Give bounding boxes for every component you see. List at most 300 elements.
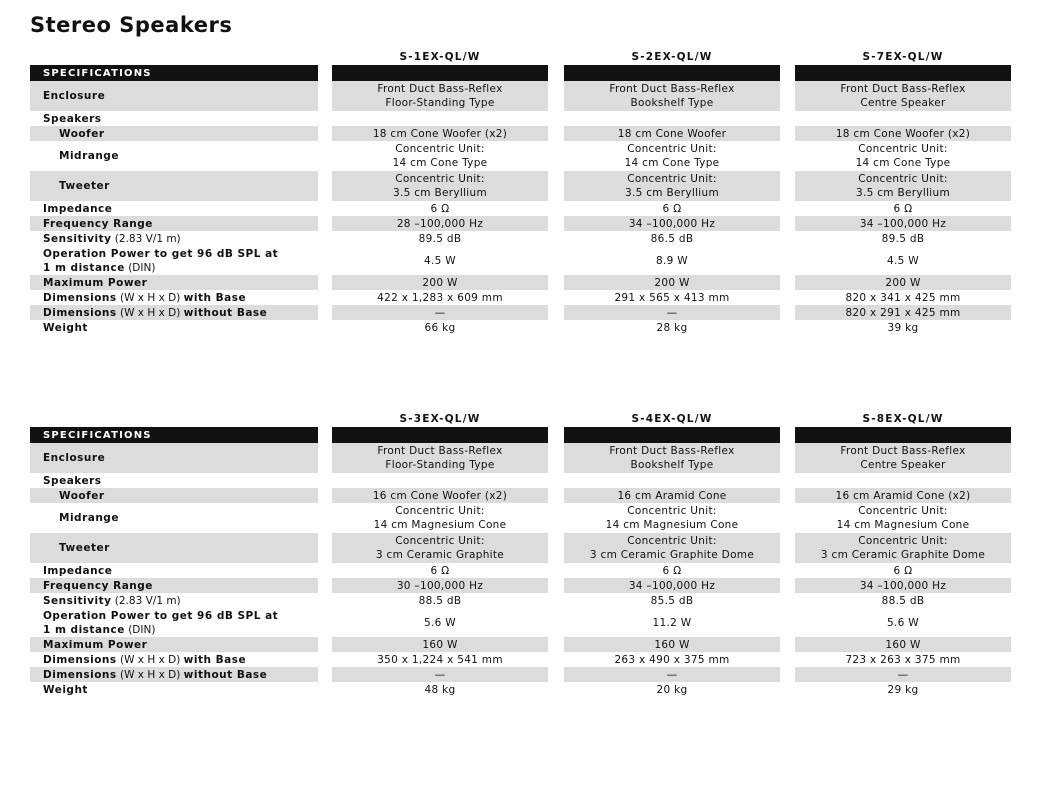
row-label-note: (W x H x D) <box>119 306 181 319</box>
spec-value-line: 18 cm Cone Woofer (x2) <box>835 127 971 140</box>
model-header-bar <box>564 65 780 81</box>
spec-value <box>332 171 548 201</box>
spec-value-line: 200 W <box>422 276 458 289</box>
row-label <box>30 111 318 126</box>
model-name: S-2EX-QL/W <box>631 51 713 63</box>
table-row <box>30 126 1010 141</box>
spec-value-line: 88.5 dB <box>418 594 462 607</box>
spec-value-line: 14 cm Magnesium Cone <box>373 519 507 531</box>
spec-value-line: 29 kg <box>887 683 919 696</box>
row-label-text <box>43 306 267 320</box>
table-row <box>30 231 1010 246</box>
spec-value-line: Concentric Unit: <box>395 535 485 547</box>
spec-value <box>332 473 548 488</box>
spec-value <box>795 320 1011 335</box>
spec-value <box>332 320 548 335</box>
row-label <box>30 290 318 305</box>
spec-value-line: 66 kg <box>424 321 456 334</box>
spec-value-line: 350 x 1,224 x 541 mm <box>377 653 503 666</box>
model-header-bar <box>564 427 780 443</box>
row-label-main: Dimensions <box>43 653 117 666</box>
spec-value-line: 28 kg <box>656 321 688 334</box>
spec-value <box>332 216 548 231</box>
row-label <box>30 320 318 335</box>
spec-value-line: Centre Speaker <box>860 459 946 471</box>
spec-header-label <box>30 65 318 81</box>
spec-value-line: 200 W <box>885 276 921 289</box>
spec-value <box>564 216 780 231</box>
spec-header-text: SPECIFICATIONS <box>43 429 152 441</box>
row-label-main: Woofer <box>59 127 105 140</box>
spec-value-line: Front Duct Bass-Reflex <box>609 445 735 457</box>
spec-value <box>795 682 1011 697</box>
spec-value <box>564 682 780 697</box>
row-label-line: 1 m distance <box>43 623 125 636</box>
spec-value-line: 820 x 291 x 425 mm <box>845 306 961 319</box>
spec-value-line: Floor-Standing Type <box>385 97 495 109</box>
row-label <box>30 141 318 171</box>
spec-value-line: 3 cm Ceramic Graphite Dome <box>589 549 755 561</box>
spec-value <box>564 275 780 290</box>
spec-value-line: 3.5 cm Beryllium <box>392 187 487 199</box>
spec-value <box>564 141 780 171</box>
row-label-text <box>43 594 181 608</box>
model-header-bar <box>332 427 548 443</box>
spec-value <box>332 246 548 275</box>
row-label <box>30 667 318 682</box>
row-label-main: Speakers <box>43 474 102 487</box>
model-name: S-1EX-QL/W <box>399 51 481 63</box>
spec-value <box>564 443 780 473</box>
row-label-main: Sensitivity <box>43 232 112 245</box>
table-row <box>30 533 1010 563</box>
row-label <box>30 216 318 231</box>
spec-value-line: Front Duct Bass-Reflex <box>377 445 503 457</box>
row-label-text <box>59 179 110 193</box>
spec-value-line: 3 cm Ceramic Graphite Dome <box>820 549 986 561</box>
row-label-main: Weight <box>43 321 88 334</box>
spec-value-line: 14 cm Magnesium Cone <box>836 519 970 531</box>
spec-value <box>795 503 1011 533</box>
spec-value-line: 200 W <box>654 276 690 289</box>
spec-value-line: 30 –100,000 Hz <box>396 579 484 592</box>
spec-value-line: 89.5 dB <box>881 232 925 245</box>
spec-value-line: 6 Ω <box>430 202 450 215</box>
spec-value-line: Front Duct Bass-Reflex <box>840 445 966 457</box>
row-label-suffix: without Base <box>183 306 268 319</box>
spec-value-line: 723 x 263 x 375 mm <box>845 653 961 666</box>
spec-value-line: 160 W <box>885 638 921 651</box>
spec-value <box>332 290 548 305</box>
spec-value <box>332 637 548 652</box>
row-label-text <box>43 247 278 275</box>
table-row <box>30 608 1010 637</box>
spec-value-line: 3.5 cm Beryllium <box>855 187 950 199</box>
spec-value-line: 3.5 cm Beryllium <box>624 187 719 199</box>
row-label-note: (2.83 V/1 m) <box>114 232 181 245</box>
row-label-main: Speakers <box>43 112 102 125</box>
spec-value <box>795 171 1011 201</box>
table-row <box>30 443 1010 473</box>
spec-value-line: 14 cm Cone Type <box>855 157 951 169</box>
spec-value-line: 28 –100,000 Hz <box>396 217 484 230</box>
row-label <box>30 488 318 503</box>
spec-value-line: 89.5 dB <box>418 232 462 245</box>
spec-value <box>795 201 1011 216</box>
model-header-bar <box>795 427 1011 443</box>
spec-table-1 <box>30 49 1010 335</box>
spec-value <box>795 667 1011 682</box>
row-label-note: (2.83 V/1 m) <box>114 594 181 607</box>
spec-value-line: Concentric Unit: <box>858 505 948 517</box>
row-label <box>30 533 318 563</box>
row-label <box>30 652 318 667</box>
row-label-text <box>43 638 147 652</box>
table-row <box>30 593 1010 608</box>
table-row <box>30 503 1010 533</box>
spec-value <box>795 81 1011 111</box>
row-label <box>30 81 318 111</box>
spec-table-2 <box>30 411 1010 697</box>
table-row <box>30 652 1010 667</box>
row-label-text <box>43 683 88 697</box>
spec-value-line: 6 Ω <box>430 564 450 577</box>
spec-value-line: Concentric Unit: <box>395 143 485 155</box>
spec-value <box>564 533 780 563</box>
row-label-main: Enclosure <box>43 90 106 102</box>
spec-value-line: 20 kg <box>656 683 688 696</box>
row-label-note: (DIN) <box>128 623 156 636</box>
spec-value <box>332 608 548 637</box>
spec-value <box>332 275 548 290</box>
spec-value <box>795 473 1011 488</box>
row-label-text <box>43 609 278 637</box>
spec-value <box>564 637 780 652</box>
spec-value <box>795 246 1011 275</box>
row-label-main: Frequency Range <box>43 217 153 230</box>
row-label-text <box>43 668 267 682</box>
table-row <box>30 141 1010 171</box>
row-label-suffix: with Base <box>183 291 247 304</box>
row-label-main: Tweeter <box>59 180 110 192</box>
row-label-main: Dimensions <box>43 668 117 681</box>
model-header-bar <box>795 65 1011 81</box>
spec-value-line: Concentric Unit: <box>627 173 717 185</box>
spec-value-line: 291 x 565 x 413 mm <box>614 291 730 304</box>
table-row <box>30 563 1010 578</box>
row-label <box>30 231 318 246</box>
spec-value <box>332 488 548 503</box>
row-label-line: Operation Power to get 96 dB SPL at <box>43 609 279 622</box>
row-label-text <box>43 217 153 231</box>
spec-value <box>332 652 548 667</box>
row-label-text <box>59 511 119 525</box>
spec-value-line: 14 cm Cone Type <box>392 157 488 169</box>
spec-value <box>332 563 548 578</box>
spec-value <box>795 637 1011 652</box>
row-label <box>30 443 318 473</box>
row-label <box>30 246 318 275</box>
spec-value <box>564 473 780 488</box>
spec-value-line: 14 cm Cone Type <box>624 157 720 169</box>
spec-value-line: Bookshelf Type <box>630 459 714 471</box>
spec-value-line: — <box>897 668 909 681</box>
row-label-main: Maximum Power <box>43 276 148 289</box>
spec-value <box>564 578 780 593</box>
table-row <box>30 320 1010 335</box>
spec-value-line: — <box>434 306 446 319</box>
spec-value-line: Concentric Unit: <box>858 173 948 185</box>
spec-value-line: 5.6 W <box>887 616 919 629</box>
spec-value <box>564 652 780 667</box>
row-label <box>30 201 318 216</box>
table-row <box>30 488 1010 503</box>
table-row <box>30 290 1010 305</box>
spec-value <box>564 290 780 305</box>
row-label-text <box>43 321 88 335</box>
spec-value <box>564 667 780 682</box>
row-label-text <box>43 474 102 488</box>
row-label-note: (W x H x D) <box>119 668 181 681</box>
spec-value-line: — <box>434 668 446 681</box>
row-label <box>30 126 318 141</box>
spec-value-line: 422 x 1,283 x 609 mm <box>377 291 503 304</box>
spec-value-line: 34 –100,000 Hz <box>628 579 716 592</box>
row-label-text <box>43 232 181 246</box>
spec-value-line: 4.5 W <box>887 254 919 267</box>
table-row <box>30 81 1010 111</box>
row-label <box>30 473 318 488</box>
row-label <box>30 305 318 320</box>
spec-value-line: 16 cm Aramid Cone (x2) <box>835 489 971 502</box>
spec-value <box>795 488 1011 503</box>
spec-header-row <box>30 65 1010 81</box>
row-label-text <box>43 451 105 465</box>
row-label <box>30 275 318 290</box>
table-row <box>30 111 1010 126</box>
spec-value <box>332 231 548 246</box>
spec-value-line: 6 Ω <box>893 564 913 577</box>
spec-value-line: 820 x 341 x 425 mm <box>845 291 961 304</box>
spec-value <box>564 246 780 275</box>
spec-value <box>564 593 780 608</box>
spec-value <box>795 652 1011 667</box>
table-row <box>30 682 1010 697</box>
row-label-suffix: without Base <box>183 668 268 681</box>
model-name: S-8EX-QL/W <box>862 413 944 425</box>
spec-value-line: 160 W <box>654 638 690 651</box>
spec-value <box>564 201 780 216</box>
table-row <box>30 578 1010 593</box>
row-label-main: Sensitivity <box>43 594 112 607</box>
spec-value-line: 18 cm Cone Woofer (x2) <box>372 127 508 140</box>
spec-value-line: 18 cm Cone Woofer <box>617 127 727 140</box>
row-label-line: 1 m distance <box>43 261 125 274</box>
spec-value-line: Front Duct Bass-Reflex <box>609 83 735 95</box>
row-label-main: Dimensions <box>43 291 117 304</box>
row-label-suffix: with Base <box>183 653 247 666</box>
spec-value <box>564 503 780 533</box>
table-row <box>30 667 1010 682</box>
spec-value-line: 34 –100,000 Hz <box>628 217 716 230</box>
spec-value <box>795 290 1011 305</box>
spec-value <box>332 201 548 216</box>
spec-value <box>564 111 780 126</box>
model-name: S-4EX-QL/W <box>631 413 713 425</box>
row-label-main: Impedance <box>43 202 113 215</box>
row-label-main: Maximum Power <box>43 638 148 651</box>
spec-value-line: Concentric Unit: <box>858 143 948 155</box>
spec-header-label <box>30 427 318 443</box>
row-label-note: (DIN) <box>128 261 156 274</box>
row-label-text <box>43 112 102 126</box>
spec-value-line: 14 cm Magnesium Cone <box>605 519 739 531</box>
row-label-text <box>43 276 147 290</box>
spec-value-line: Concentric Unit: <box>395 173 485 185</box>
table-row <box>30 637 1010 652</box>
spec-value <box>332 126 548 141</box>
model-header-row <box>30 49 1010 65</box>
row-label-text <box>59 127 105 141</box>
spec-value-line: 6 Ω <box>662 202 682 215</box>
row-label-main: Midrange <box>59 512 119 524</box>
model-name: S-7EX-QL/W <box>862 51 944 63</box>
spec-value-line: Concentric Unit: <box>627 505 717 517</box>
spec-value <box>332 503 548 533</box>
row-label-text <box>43 202 112 216</box>
spec-value-line: Floor-Standing Type <box>385 459 495 471</box>
spec-value <box>795 216 1011 231</box>
spec-value-line: Bookshelf Type <box>630 97 714 109</box>
row-label-main: Woofer <box>59 489 105 502</box>
model-name: S-3EX-QL/W <box>399 413 481 425</box>
row-label-text <box>59 489 105 503</box>
spec-value <box>795 275 1011 290</box>
spec-value <box>795 443 1011 473</box>
spec-value-line: 34 –100,000 Hz <box>859 217 947 230</box>
row-label-text <box>43 89 105 103</box>
spec-value-line: — <box>666 306 678 319</box>
model-header-bar <box>332 65 548 81</box>
spec-value <box>332 533 548 563</box>
spec-value <box>564 608 780 637</box>
spec-value-line: Centre Speaker <box>860 97 946 109</box>
row-label <box>30 637 318 652</box>
spec-value <box>564 488 780 503</box>
spec-value <box>332 593 548 608</box>
spec-value <box>332 682 548 697</box>
spec-value-line: 88.5 dB <box>881 594 925 607</box>
row-label <box>30 563 318 578</box>
spec-value <box>564 305 780 320</box>
spec-value-line: 86.5 dB <box>650 232 694 245</box>
spec-value-line: 11.2 W <box>652 616 692 629</box>
spec-value <box>332 111 548 126</box>
spec-value-line: 16 cm Aramid Cone <box>617 489 727 502</box>
row-label <box>30 503 318 533</box>
spec-value-line: — <box>666 668 678 681</box>
row-label <box>30 171 318 201</box>
row-label-text <box>43 579 153 593</box>
spec-value <box>795 305 1011 320</box>
spec-value <box>795 608 1011 637</box>
page-title: Stereo Speakers <box>30 13 233 37</box>
spec-value <box>332 667 548 682</box>
spec-value <box>795 533 1011 563</box>
spec-value <box>332 578 548 593</box>
spec-value-line: 6 Ω <box>893 202 913 215</box>
spec-value <box>564 231 780 246</box>
table-row <box>30 473 1010 488</box>
table-row <box>30 216 1010 231</box>
row-label-note: (W x H x D) <box>119 291 181 304</box>
spec-value-line: 6 Ω <box>662 564 682 577</box>
row-label <box>30 593 318 608</box>
spec-value <box>795 578 1011 593</box>
spec-value-line: 85.5 dB <box>650 594 694 607</box>
spec-value-line: 263 x 490 x 375 mm <box>614 653 730 666</box>
row-label-main: Weight <box>43 683 88 696</box>
row-label-text <box>59 541 110 555</box>
table-row <box>30 305 1010 320</box>
spec-value <box>332 141 548 171</box>
spec-value-line: 48 kg <box>424 683 456 696</box>
spec-value-line: Concentric Unit: <box>627 535 717 547</box>
row-label-main: Enclosure <box>43 452 106 464</box>
spec-value <box>795 141 1011 171</box>
spec-header-text: SPECIFICATIONS <box>43 67 152 79</box>
spec-value-line: 5.6 W <box>424 616 456 629</box>
row-label-text <box>59 149 119 163</box>
spec-value-line: 4.5 W <box>424 254 456 267</box>
spec-value-line: 34 –100,000 Hz <box>859 579 947 592</box>
row-label-line: Operation Power to get 96 dB SPL at <box>43 247 279 260</box>
table-row <box>30 201 1010 216</box>
spec-value <box>332 443 548 473</box>
table-row <box>30 171 1010 201</box>
spec-value <box>795 126 1011 141</box>
row-label <box>30 608 318 637</box>
row-label <box>30 578 318 593</box>
row-label-main: Tweeter <box>59 542 110 554</box>
row-label-note: (W x H x D) <box>119 653 181 666</box>
row-label-text <box>43 564 112 578</box>
spec-value <box>332 305 548 320</box>
spec-value <box>795 231 1011 246</box>
spec-value <box>795 563 1011 578</box>
model-header-row <box>30 411 1010 427</box>
spec-value <box>564 320 780 335</box>
row-label-main: Frequency Range <box>43 579 153 592</box>
spec-value <box>564 171 780 201</box>
spec-header-row <box>30 427 1010 443</box>
row-label-text <box>43 653 246 667</box>
spec-value <box>564 563 780 578</box>
spec-value-line: Concentric Unit: <box>627 143 717 155</box>
spec-value-line: 16 cm Cone Woofer (x2) <box>372 489 508 502</box>
row-label-main: Dimensions <box>43 306 117 319</box>
spec-value <box>795 593 1011 608</box>
table-row <box>30 246 1010 275</box>
spec-value-line: Concentric Unit: <box>858 535 948 547</box>
spec-value <box>332 81 548 111</box>
spec-value <box>564 126 780 141</box>
table-row <box>30 275 1010 290</box>
row-label-text <box>43 291 246 305</box>
spec-value <box>795 111 1011 126</box>
row-label <box>30 682 318 697</box>
spec-value-line: Front Duct Bass-Reflex <box>840 83 966 95</box>
